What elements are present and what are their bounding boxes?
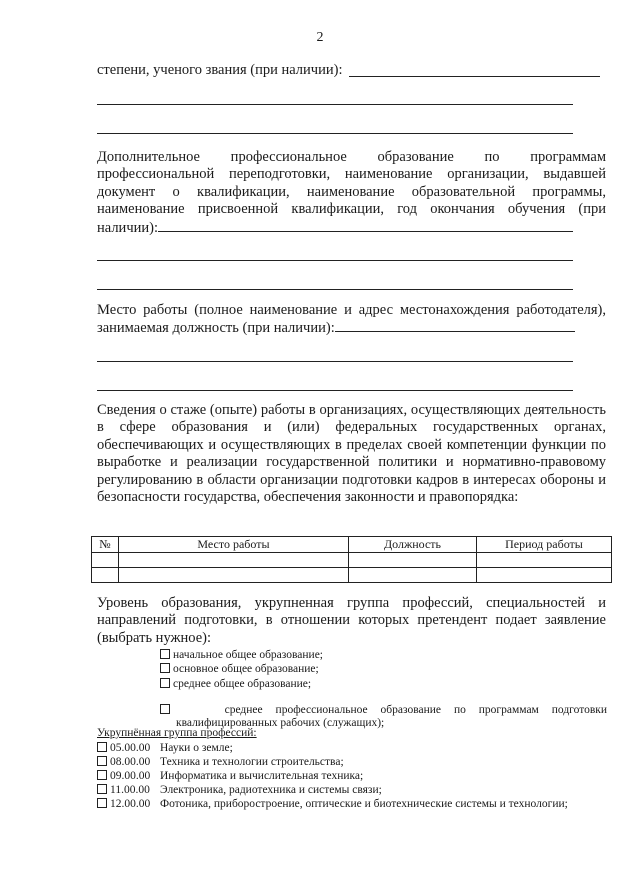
additional-education-fill-line[interactable] bbox=[158, 219, 573, 232]
table-cell[interactable] bbox=[477, 568, 612, 583]
table-cell[interactable] bbox=[119, 568, 349, 583]
degree-fill-line-2[interactable] bbox=[97, 104, 573, 105]
workplace-text: Место работы (полное наименование и адрес местонахождения работодателя), занимаемая должность (при наличии): bbox=[97, 302, 606, 337]
option-basic-education[interactable]: основное общее образование; bbox=[160, 662, 319, 676]
workplace-fill-line-3[interactable] bbox=[97, 390, 573, 391]
option-vocational-education-line2: квалифицированных рабочих (служащих); bbox=[176, 717, 385, 729]
profession-group-item[interactable]: 12.00.00 Фотоника, приборостроение, оптические и биотехнические системы и технологии; bbox=[97, 797, 568, 811]
additional-education-text: Дополнительное профессиональное образование по программам профессиональной переподготовки, наименование организации, выдавшей документ о квалификации, наименование образовательной программы, наименование присвоенной квалификации, год окончания обучения (при наличии): bbox=[97, 149, 606, 236]
additional-education-fill-line-2[interactable] bbox=[97, 260, 573, 261]
checkbox-icon[interactable] bbox=[97, 798, 107, 808]
table-cell[interactable] bbox=[349, 568, 477, 583]
checkbox-icon[interactable] bbox=[160, 649, 170, 659]
profession-group-title: Укрупнённая группа профессий: bbox=[97, 727, 257, 739]
table-row[interactable] bbox=[92, 568, 612, 583]
checkbox-icon[interactable] bbox=[97, 784, 107, 794]
degree-fill-line[interactable] bbox=[349, 76, 600, 77]
education-level-text: Уровень образования, укрупненная группа профессий, специальностей и направлений подготовки, в отношении которых претендент подает заявление (выбрать нужное): bbox=[97, 595, 606, 646]
table-cell[interactable] bbox=[119, 553, 349, 568]
profession-group-item[interactable]: 09.00.00 Информатика и вычислительная техника; bbox=[97, 769, 363, 783]
profession-group-item[interactable]: 08.00.00 Техника и технологии строительства; bbox=[97, 755, 344, 769]
option-secondary-education[interactable]: среднее общее образование; bbox=[160, 677, 311, 691]
table-header-row bbox=[92, 537, 612, 553]
experience-table bbox=[91, 536, 612, 583]
column-header-number: № bbox=[92, 537, 119, 553]
checkbox-icon[interactable] bbox=[160, 704, 170, 714]
checkbox-icon[interactable] bbox=[97, 756, 107, 766]
table-cell[interactable] bbox=[92, 553, 119, 568]
option-vocational-education[interactable]: среднее профессиональное образование по программам подготовки bbox=[160, 703, 607, 717]
workplace-fill-line-2[interactable] bbox=[97, 361, 573, 362]
column-header-period: Период работы bbox=[477, 537, 612, 553]
checkbox-icon[interactable] bbox=[160, 663, 170, 673]
checkbox-icon[interactable] bbox=[97, 770, 107, 780]
degree-fill-line-3[interactable] bbox=[97, 133, 573, 134]
profession-group-item[interactable]: 11.00.00 Электроника, радиотехника и системы связи; bbox=[97, 783, 382, 797]
option-primary-education[interactable]: начальное общее образование; bbox=[160, 648, 323, 662]
checkbox-icon[interactable] bbox=[160, 678, 170, 688]
degree-label: степени, ученого звания (при наличии): bbox=[97, 62, 343, 78]
additional-education-fill-line-3[interactable] bbox=[97, 289, 573, 290]
experience-text: Сведения о стаже (опыте) работы в организациях, осуществляющих деятельность в сфере образования и (или) федеральных государственных органах, обеспечивающих и осуществляющих в пределах своей компетенции функции по выработке и реализации государственной политики и нормативно-правовому регулированию в области организации подготовки кадров в интересах обороны и безопасности государства, обеспечения законности и правопорядка: bbox=[97, 402, 606, 506]
profession-group-item[interactable]: 05.00.00 Науки о земле; bbox=[97, 741, 233, 755]
table-cell[interactable] bbox=[477, 553, 612, 568]
table-row[interactable] bbox=[92, 553, 612, 568]
column-header-position: Должность bbox=[349, 537, 477, 553]
workplace-fill-line[interactable] bbox=[335, 319, 575, 332]
table-cell[interactable] bbox=[349, 553, 477, 568]
page-number: 2 bbox=[316, 30, 324, 45]
checkbox-icon[interactable] bbox=[97, 742, 107, 752]
column-header-workplace: Место работы bbox=[119, 537, 349, 553]
table-cell[interactable] bbox=[92, 568, 119, 583]
